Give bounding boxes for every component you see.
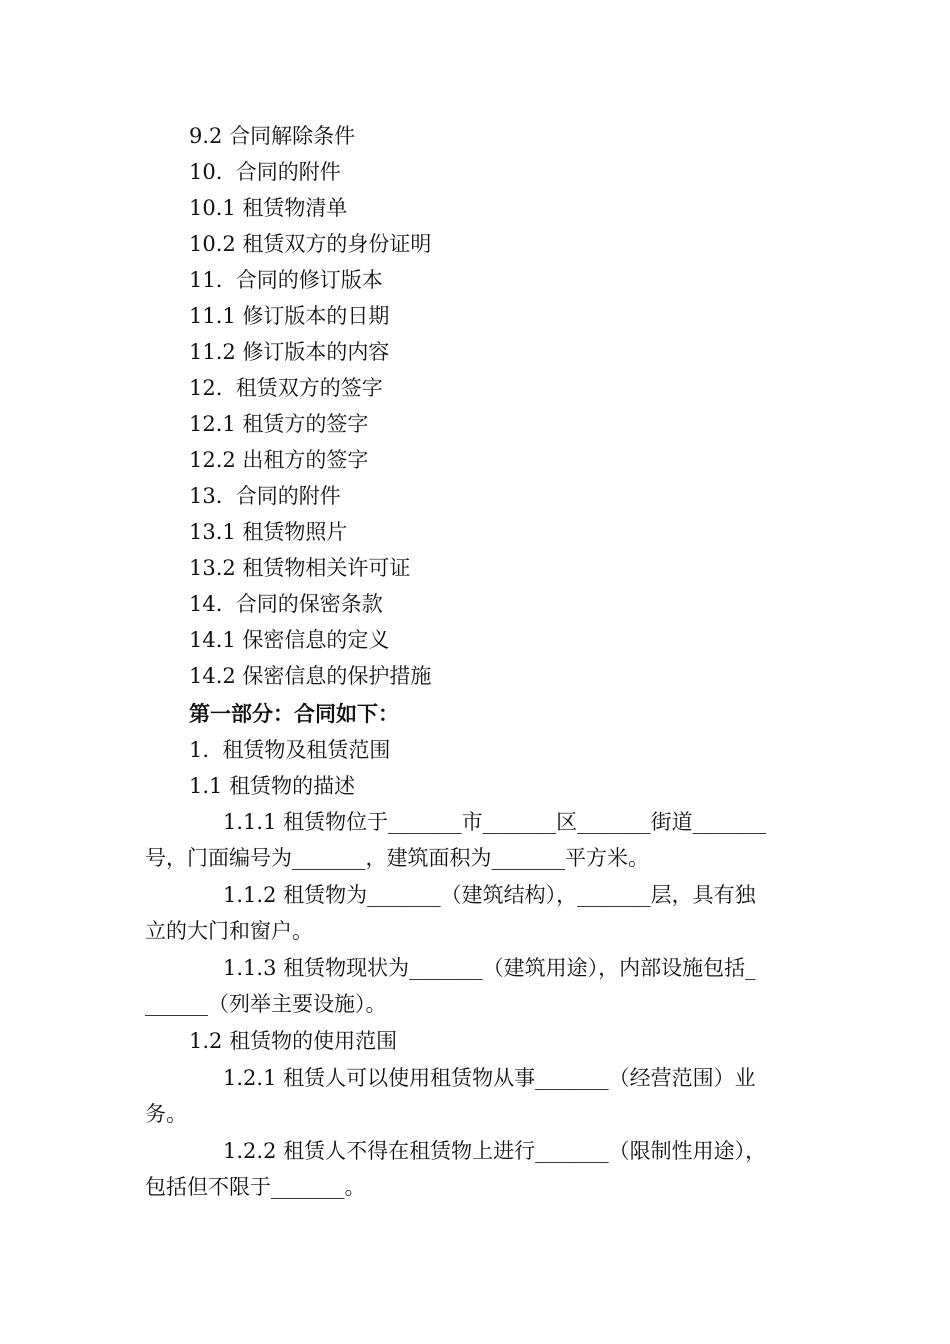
outline-item: 11.2 修订版本的内容 [189,340,390,364]
clause-text: 1.1.1 租赁物位于_______市_______区_______街道_______ [223,810,767,834]
clause-text: ______（列举主要设施）。 [145,992,387,1016]
outline-item: 11. 合同的修订版本 [189,268,383,292]
subsection-heading: 1.1 租赁物的描述 [189,774,356,798]
outline-item: 10.2 租赁双方的身份证明 [189,232,432,256]
outline-item: 10. 合同的附件 [189,160,341,184]
clause-text: 1.2.1 租赁人可以使用租赁物从事_______（经营范围）业 [223,1066,756,1090]
subsection-heading: 1.2 租赁物的使用范围 [189,1029,398,1053]
clause-text: 务。 [145,1102,187,1126]
outline-item: 13.1 租赁物照片 [189,520,348,544]
outline-item: 10.1 租赁物清单 [189,196,348,220]
outline-item: 12.2 出租方的签字 [189,448,369,472]
clause-text: 1.1.2 租赁物为_______（建筑结构），_______层，具有独 [223,883,756,907]
section-heading: 1. 租赁物及租赁范围 [189,738,391,762]
outline-item: 13.2 租赁物相关许可证 [189,556,411,580]
outline-item: 11.1 修订版本的日期 [189,304,390,328]
clause-text: 1.1.3 租赁物现状为_______（建筑用途），内部设施包括_ [223,956,756,980]
outline-item: 12. 租赁双方的签字 [189,376,383,400]
outline-item: 12.1 租赁方的签字 [189,412,369,436]
outline-item: 13. 合同的附件 [189,484,341,508]
clause-text: 包括但不限于_______。 [145,1175,366,1199]
outline-item: 14. 合同的保密条款 [189,592,383,616]
outline-item: 14.2 保密信息的保护措施 [189,664,432,688]
clause-text: 立的大门和窗户。 [145,919,313,943]
clause-text: 号，门面编号为_______，建筑面积为_______平方米。 [145,846,649,870]
clause-text: 1.2.2 租赁人不得在租赁物上进行_______（限制性用途）， [223,1139,767,1163]
outline-item: 14.1 保密信息的定义 [189,628,390,652]
outline-item: 9.2 合同解除条件 [189,124,356,148]
part-heading: 第一部分：合同如下： [189,702,399,726]
